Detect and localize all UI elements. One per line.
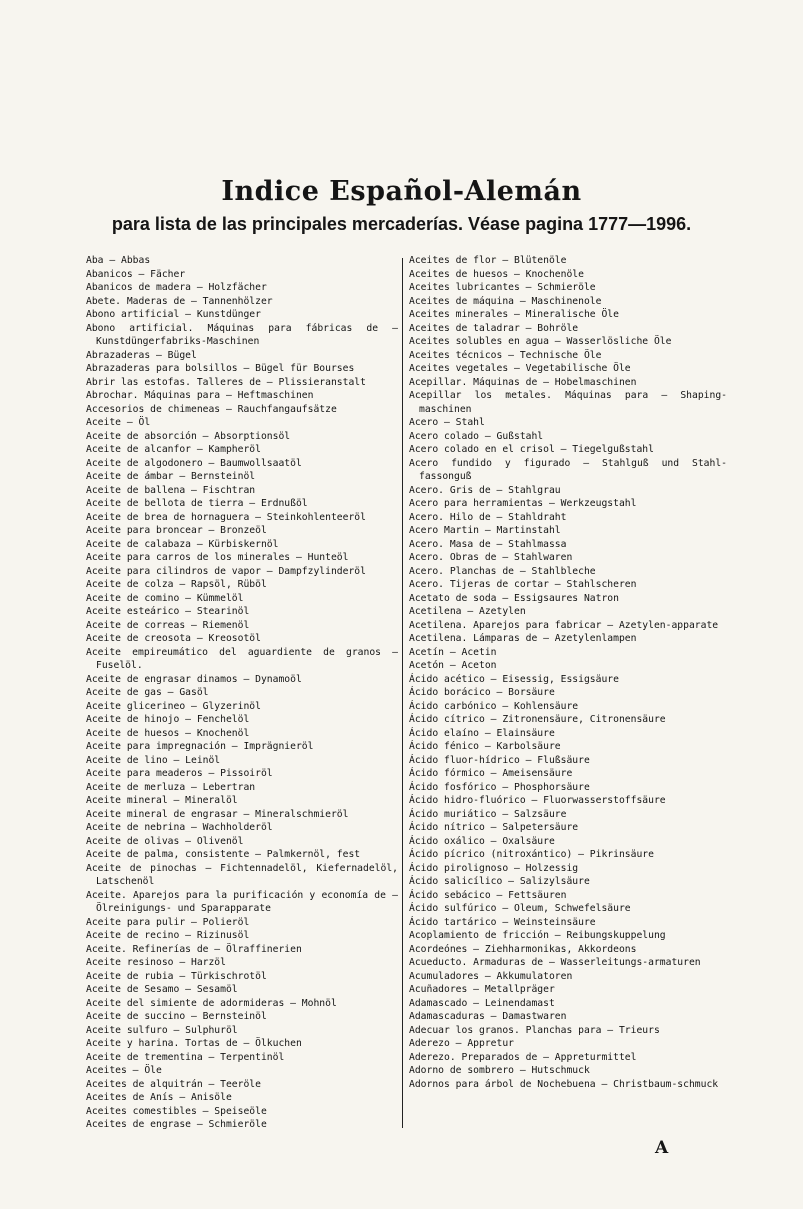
index-entry: Acero colado en el crisol — Tiegelgußstahl (409, 444, 654, 455)
index-entry: Abrochar. Máquinas para — Heftmaschinen (86, 390, 314, 401)
index-entry: Aceite de rubia — Türkischrotöl (86, 970, 267, 982)
index-entry: Aceite de ámbar — Bernsteinöl (86, 471, 256, 482)
index-entry: Ácido fénico — Karbolsäure (409, 741, 561, 752)
index-entry: Ácido nítrico — Salpetersäure (409, 822, 579, 833)
index-entry: Aceites comestibles — Speiseöle (86, 1105, 267, 1117)
index-entry: Aba — Abbas (86, 255, 151, 266)
index-entry: Aceite de correas — Riemenöl (86, 619, 250, 631)
index-entry: Aceite de Sesamo — Sesamöl (86, 984, 238, 995)
index-entry: Accesorios de chimeneas — Rauchfangaufsätze (86, 403, 337, 415)
index-entry: Ácido sebácico — Fettsäuren (409, 889, 567, 901)
index-entry: Aceite de hinojo — Fenchelöl (86, 714, 250, 725)
index-entry: Aceite para broncear — Bronzeöl (86, 525, 267, 536)
index-entry: Acordeónes — Ziehharmonikas, Akkordeons (409, 943, 637, 955)
index-entry: Aceite de recino — Rizinusöl (86, 930, 250, 941)
index-entry: Aceite de gas — Gasöl (86, 687, 209, 698)
index-entry: Aceite. Aparejos para la purificación y economía de — Ölreinigungs- und Sparapparate (86, 889, 398, 914)
index-entry: Aceite mineral — Mineralöl (86, 795, 238, 806)
index-entry: Abanicos — Fächer (86, 268, 186, 280)
index-entry: Aceite de nebrina — Wachholderöl (86, 822, 273, 833)
index-entry: Aceites de engrase — Schmieröle (86, 1119, 267, 1130)
index-entry: Acumuladores — Akkumulatoren (409, 970, 573, 982)
page-subtitle: para lista de las principales mercaderías. Véase pagina 1777—1996. (111, 214, 692, 234)
index-entry: Ácido cítrico — Zitronensäure, Citronensäure (409, 714, 666, 725)
index-entry: Aceite glicerineo — Glyzerinöl (86, 700, 261, 712)
index-entry: Aceite de creosota — Kreosotöl (86, 633, 261, 644)
index-entry: Acero. Masa de — Stahlmassa (409, 538, 567, 550)
index-entry: Aceite de ballena — Fischtran (86, 484, 256, 496)
index-entry: Aceite de pinochas — Fichtennadelöl, Kiefernadelöl, Latschenöl (86, 862, 398, 887)
index-entry: Aceites lubricantes — Schmieröle (409, 282, 596, 293)
index-column-right (409, 254, 727, 1134)
index-entry: Aceite. Refinerías de — Ölraffinerien (86, 943, 302, 955)
index-entry: Aceite de colza — Rapsöl, Rüböl (86, 579, 267, 590)
index-entry: Aceite empireumático del aguardiente de granos — Fuselöl. (86, 646, 398, 671)
index-entry: Ácido fosfórico — Phosphorsäure (409, 781, 590, 793)
index-entry: Abrazaderas — Bügel (86, 349, 197, 361)
index-entry: Aceites de flor — Blütenöle (409, 255, 567, 266)
index-entry: Acero. Gris de — Stahlgrau (409, 484, 561, 496)
index-entry: Aceites vegetales — Vegetabilische Öle (409, 363, 631, 374)
column-divider (402, 258, 403, 1128)
index-entry: Ácido acético — Eisessig, Essigsäure (409, 673, 619, 685)
index-entry: Acetato de soda — Essigsaures Natron (409, 592, 619, 604)
index-entry: Aceite del simiente de adormideras — Mohnöl (86, 997, 337, 1009)
index-entry: Aceite — Öl (86, 417, 151, 428)
index-entry: Aceite de calabaza — Kürbiskernöl (86, 538, 279, 550)
index-entry: Aceites solubles en agua — Wasserlösliche Öle (409, 336, 672, 347)
index-entry: Aceites de huesos — Knochenöle (409, 268, 584, 280)
index-entry: Aceite sulfuro — Sulphuröl (86, 1024, 238, 1036)
index-entry: Abono artificial — Kunstdünger (86, 309, 261, 320)
index-entry: Acueducto. Armaduras de — Wasserleitungs-armaturen (409, 957, 701, 968)
index-entry: Abono artificial. Máquinas para fábricas de — Kunstdüngerfabriks-Maschinen (86, 322, 398, 347)
index-entry: Aceite de succino — Bernsteinöl (86, 1011, 267, 1022)
index-entry: Aceites de máquina — Maschinenole (409, 295, 602, 307)
index-entry: Ácido fluor-hídrico — Flußsäure (409, 754, 590, 766)
index-entry: Ácido oxálico — Oxalsäure (409, 835, 555, 847)
index-entry: Acero. Hilo de — Stahldraht (409, 511, 567, 523)
index-entry: Adamascaduras — Damastwaren (409, 1011, 567, 1022)
index-entry: Aceite de bellota de tierra — Erdnußöl (86, 498, 308, 509)
index-entry: Aceite esteárico — Stearinöl (86, 606, 250, 617)
index-entry: Acoplamiento de fricción — Reibungskuppelung (409, 930, 666, 941)
index-entry: Ácido elaíno — Elainsäure (409, 727, 555, 739)
index-entry: Acero colado — Gußstahl (409, 430, 544, 442)
index-entry: Aceite de comino — Kümmelöl (86, 592, 244, 604)
index-entry: Aceite de engrasar dinamos — Dynamoöl (86, 673, 302, 685)
index-entry: Adamascado — Leinendamast (409, 997, 555, 1009)
index-entry: Acepillar los metales. Máquinas para — Shaping-maschinen (409, 390, 727, 415)
index-entry: Aceite mineral de engrasar — Mineralschmieröl (86, 808, 349, 820)
signature-letter: A (655, 1138, 669, 1158)
index-entry: Aceite de trementina — Terpentinöl (86, 1051, 285, 1063)
index-entry: Aderezo — Appretur (409, 1038, 514, 1049)
index-entry: Aceites de taladrar — Bohröle (409, 322, 579, 334)
index-entry: Acetilena — Azetylen (409, 606, 526, 617)
index-entry: Abrazaderas para bolsillos — Bügel für Bourses (86, 363, 355, 374)
index-entry: Aceite de lino — Leinöl (86, 754, 221, 766)
index-entry: Ácido pícrico (nitroxántico) — Pikrinsäure (409, 849, 654, 860)
index-entry: Ácido pirolignoso — Holzessig (409, 862, 579, 874)
index-entry: Adornos para árbol de Nochebuena — Christbaum-schmuck (409, 1078, 719, 1090)
index-entry: Aceite de olivas — Olivenöl (86, 835, 244, 847)
index-entry: Acero para herramientas — Werkzeugstahl (409, 498, 637, 509)
index-entry: Aceite de merluza — Lebertran (86, 781, 256, 793)
index-entry: Acetilena. Lámparas de — Azetylenlampen (409, 633, 637, 644)
index-entry: Acero Martin — Martinstahl (409, 525, 561, 536)
index-entry: Ácido hidro-fluórico — Fluorwasserstoffsäure (409, 795, 666, 806)
index-entry: Acero. Tijeras de cortar — Stahlscheren (409, 579, 637, 590)
index-entry: Ácido muriático — Salzsäure (409, 808, 567, 820)
index-column-left (86, 254, 398, 1134)
index-entry: Aderezo. Preparados de — Appreturmittel (409, 1051, 637, 1063)
index-entry: Aceite resinoso — Harzöl (86, 957, 226, 968)
index-entry: Aceites minerales — Mineralische Öle (409, 309, 619, 320)
index-entry: Ácido carbónico — Kohlensäure (409, 700, 579, 712)
index-entry: Aceites — Öle (86, 1065, 162, 1076)
index-entry: Acetilena. Aparejos para fabricar — Azetylen-apparate (409, 619, 719, 631)
index-entry: Ácido fórmico — Ameisensäure (409, 768, 573, 779)
index-entry: Ácido sulfúrico — Oleum, Schwefelsäure (409, 903, 631, 914)
index-entry: Aceite para meaderos — Pissoiröl (86, 768, 273, 779)
index-entry: Aceite de brea de hornaguera — Steinkohlenteeröl (86, 511, 366, 523)
index-entry: Aceite de palma, consistente — Palmkernöl, fest (86, 849, 361, 860)
index-entry: Aceite de absorción — Absorptionsöl (86, 430, 291, 442)
index-entry: Abete. Maderas de — Tannenhölzer (86, 295, 273, 307)
index-entry: Aceite para impregnación — Imprägnieröl (86, 741, 314, 752)
index-entry: Aceites de alquitrán — Teeröle (86, 1078, 261, 1090)
index-entry: Acuñadores — Metallpräger (409, 984, 555, 995)
index-entry: Abanicos de madera — Holzfächer (86, 282, 267, 293)
index-entry: Aceites de Anís — Anisöle (86, 1092, 232, 1103)
index-entry: Ácido borácico — Borsäure (409, 687, 555, 698)
index-entry: Aceite para carros de los minerales — Hunteöl (86, 552, 349, 563)
page-title: Indice Español-Alemán (221, 176, 582, 207)
index-entry: Ácido salicílico — Salizylsäure (409, 876, 590, 887)
index-entry: Acetón — Aceton (409, 660, 497, 671)
index-entry: Acetín — Acetin (409, 646, 497, 658)
index-entry: Ácido tartárico — Weinsteinsäure (409, 916, 596, 928)
index-entry: Aceite y harina. Tortas de — Ölkuchen (86, 1038, 302, 1049)
index-entry: Aceite de alcanfor — Kampheröl (86, 444, 261, 455)
index-entry: Acero — Stahl (409, 417, 485, 428)
index-entry: Acero fundido y figurado — Stahlguß und Stahl-fassonguß (409, 457, 727, 482)
index-entry: Aceites técnicos — Technische Öle (409, 349, 602, 361)
index-entry: Aceite de algodonero — Baumwollsaatöl (86, 457, 302, 469)
index-entry: Acepillar. Máquinas de — Hobelmaschinen (409, 376, 637, 388)
index-entry: Acero. Planchas de — Stahlbleche (409, 565, 596, 577)
index-entry: Aceite para cilindros de vapor — Dampfzylinderöl (86, 565, 366, 577)
index-entry: Aceite para pulir — Polieröl (86, 916, 250, 928)
index-entry: Abrir las estofas. Talleres de — Plissieranstalt (86, 376, 366, 388)
index-entry: Adecuar los granos. Planchas para — Trieurs (409, 1024, 660, 1036)
index-entry: Adorno de sombrero — Hutschmuck (409, 1065, 590, 1076)
index-entry: Acero. Obras de — Stahlwaren (409, 552, 573, 563)
index-entry: Aceite de huesos — Knochenöl (86, 727, 250, 739)
